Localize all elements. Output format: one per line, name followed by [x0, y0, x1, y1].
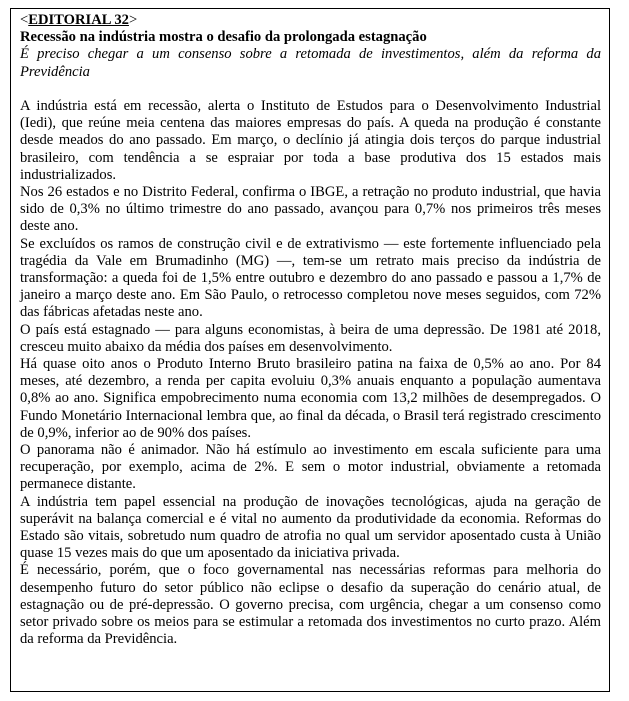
paragraph: Nos 26 estados e no Distrito Federal, confirma o IBGE, a retração no produto industrial, que havia sido de 0,3% no último trimestre do ano passado, avançou para 0,7% nos primeiros três meses deste ano.: [20, 184, 601, 235]
label-open-bracket: <: [20, 12, 29, 28]
blank-line: [20, 81, 601, 98]
editorial-subtitle: É preciso chegar a um consenso sobre a retomada de investimentos, além da reforma da Previdência: [20, 46, 601, 80]
editorial-title: Recessão na indústria mostra o desafio da prolongada estagnação: [20, 29, 427, 46]
label-text: EDITORIAL 32: [28, 12, 129, 28]
paragraph: O país está estagnado — para alguns economistas, à beira de uma depressão. De 1981 até 2018, cresceu muito abaixo da média dos países em desenvolvimento.: [20, 321, 601, 355]
paragraph: É necessário, porém, que o foco governamental nas necessárias reformas para melhoria do desempenho futuro do setor público não eclipse o desafio da superação do cenário atual, de estagnação ou de pré-depressão. O governo precisa, com urgência, chegar a um consenso como setor privado sobre os meios para se estimular a retomada dos investimentos no curto prazo. Além da reforma da Previdência.: [20, 562, 601, 648]
paragraph: A indústria tem papel essencial na produção de inovações tecnológicas, ajuda na geração de superávit na balança comercial e é vital no aumento da produtividade da economia. Reformas do Estado são vitais, sobretudo num quadro de atrofia no qual um servidor aposentado custa à União quase 15 vezes mais do que um aposentado da iniciativa privada.: [20, 493, 601, 562]
paragraph: Se excluídos os ramos de construção civil e de extrativismo — este fortemente influenciado pela tragédia da Vale em Brumadinho (MG) —, tem-se um retrato mais preciso da indústria de transformação: a queda foi de 1,5% entre outubro e dezembro do ano passado e passou a 1,7% de janeiro a março deste ano. Em São Paulo, o retrocesso completou nove meses seguidos, com 72% das fábricas afetadas neste ano.: [20, 235, 601, 321]
label-close-bracket: >: [128, 12, 138, 28]
paragraph: A indústria está em recessão, alerta o Instituto de Estudos para o Desenvolvimento Industrial (Iedi), que reúne meia centena das maiores empresas do país. A queda na produção é constante desde meados do ano passado. Em março, o declínio já atingia dois terços do parque industrial brasileiro, com tendência a se espraiar por toda a base produtiva dos 15 estados mais industrializados.: [20, 98, 601, 183]
editorial-content: [11, 12, 609, 649]
editorial-frame: [10, 8, 610, 692]
paragraph: O panorama não é animador. Não há estímulo ao investimento em escala suficiente para uma recuperação, por exemplo, acima de 2%. E sem o motor industrial, obviamente a retomada permanece distante.: [20, 442, 601, 493]
editorial-label: [20, 12, 601, 29]
paragraph: Há quase oito anos o Produto Interno Bruto brasileiro patina na faixa de 0,5% ao ano. Por 84 meses, até dezembro, a renda per capita evoluiu 0,3% anuais enquanto a população aumentava 0,8% ao ano. Significa empobrecimento numa economia com 13,2 milhões de desempregados. O Fundo Monetário Internacional lembra que, ao final da década, o Brasil terá registrado crescimento de 0,9%, inferior ao de 90% dos países.: [20, 356, 601, 441]
